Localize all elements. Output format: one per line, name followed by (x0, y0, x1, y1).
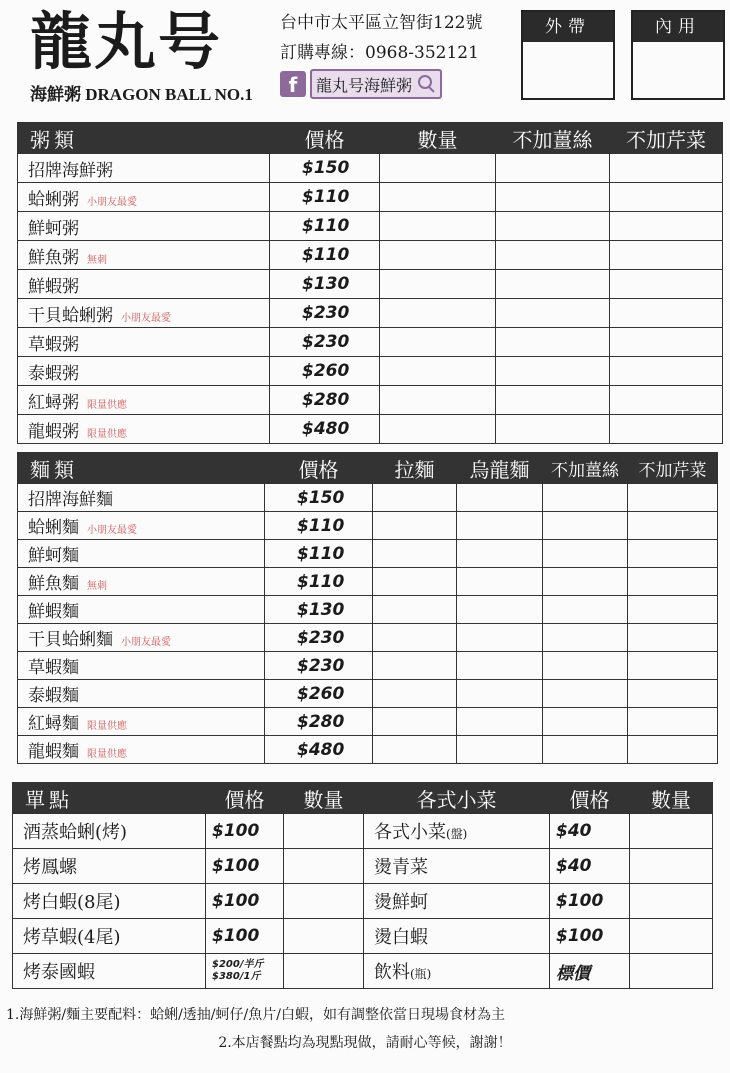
noodle-item-name: 鮮魚麵 (28, 574, 79, 594)
noodle-fill-cell[interactable] (457, 708, 543, 736)
congee-row (18, 357, 723, 386)
congee-fill-cell[interactable] (610, 270, 723, 299)
congee-item-cell (18, 212, 270, 241)
noodle-item-cell (18, 540, 265, 568)
noodle-table (17, 452, 718, 764)
side-dish-name: 燙鮮蚵 (374, 892, 428, 913)
noodle-row (18, 624, 718, 652)
noodle-fill-cell[interactable] (457, 484, 543, 512)
order-phone: 訂購專線：0968-352121 (280, 43, 479, 63)
noodle-item-cell (18, 736, 265, 764)
congee-fill-cell[interactable] (610, 183, 723, 212)
congee-fill-cell[interactable] (496, 415, 610, 444)
noodle-item-price: $150 (265, 484, 373, 512)
congee-row (18, 415, 723, 444)
dish-item-price (206, 954, 284, 989)
dish-item-name: 烤白蝦(8尾) (13, 884, 206, 919)
takeout-checkbox[interactable] (521, 10, 615, 100)
congee-row (18, 241, 723, 270)
congee-item-cell (18, 328, 270, 357)
congee-item-cell (18, 270, 270, 299)
noodle-fill-cell[interactable] (543, 484, 628, 512)
congee-item-price: $480 (270, 415, 380, 444)
search-icon (418, 75, 436, 93)
side-dish-cell (364, 919, 550, 954)
dinein-label: 內用 (633, 12, 723, 42)
side-dish-unit: (瓶) (410, 967, 432, 981)
congee-fill-cell[interactable] (610, 154, 723, 183)
noodle-item-note: 限量供應 (87, 721, 127, 732)
congee-fill-cell[interactable] (610, 299, 723, 328)
congee-fill-cell[interactable] (380, 270, 496, 299)
noodle-header-category: 麵類 (18, 453, 265, 484)
congee-item-note: 小朋友最愛 (121, 312, 171, 324)
noodle-row (18, 652, 718, 680)
noodle-fill-cell[interactable] (457, 512, 543, 540)
congee-row (18, 154, 723, 183)
dish-quantity-cell[interactable] (284, 849, 364, 884)
congee-fill-cell[interactable] (496, 299, 610, 328)
noodle-fill-cell[interactable] (628, 680, 718, 708)
dish-quantity-cell[interactable] (284, 814, 364, 849)
dish-quantity-cell[interactable] (284, 919, 364, 954)
congee-fill-cell[interactable] (380, 328, 496, 357)
dish-item-name: 烤泰國蝦 (13, 954, 206, 989)
congee-item-note: 限量供應 (87, 428, 127, 440)
noodle-item-price: $110 (265, 540, 373, 568)
noodle-item-cell (18, 652, 265, 680)
noodle-item-cell (18, 708, 265, 736)
congee-fill-cell[interactable] (496, 241, 610, 270)
noodle-row (18, 736, 718, 764)
side-dish-price: 標價 (550, 954, 630, 989)
dishes-table (12, 782, 713, 989)
dish-quantity-cell[interactable] (284, 884, 364, 919)
congee-fill-cell[interactable] (380, 241, 496, 270)
noodle-fill-cell[interactable] (373, 596, 457, 624)
noodle-fill-cell[interactable] (373, 624, 457, 652)
noodle-fill-cell[interactable] (543, 652, 628, 680)
noodle-fill-cell[interactable] (373, 652, 457, 680)
noodle-item-name: 草蝦麵 (28, 658, 79, 678)
noodle-item-price: $480 (265, 736, 373, 764)
congee-item-cell (18, 386, 270, 415)
noodle-item-price: $230 (265, 624, 373, 652)
noodle-fill-cell[interactable] (457, 596, 543, 624)
dish-quantity-cell[interactable] (284, 954, 364, 989)
congee-header-category: 粥類 (18, 123, 270, 154)
noodle-fill-cell[interactable] (543, 736, 628, 764)
noodle-row (18, 540, 718, 568)
side-dish-cell (364, 814, 550, 849)
congee-row (18, 183, 723, 212)
dishes-header-price: 價格 (206, 783, 284, 814)
congee-item-cell (18, 357, 270, 386)
congee-header-no-ginger: 不加薑絲 (496, 123, 610, 154)
noodle-fill-cell[interactable] (457, 652, 543, 680)
congee-fill-cell[interactable] (496, 183, 610, 212)
noodle-item-note: 限量供應 (87, 749, 127, 760)
dishes-header-price-2: 價格 (550, 783, 630, 814)
dish-item-price: $100 (206, 919, 284, 954)
congee-fill-cell[interactable] (380, 299, 496, 328)
noodle-fill-cell[interactable] (457, 736, 543, 764)
congee-fill-cell[interactable] (610, 357, 723, 386)
noodle-item-name: 干貝蛤蜊麵 (28, 630, 113, 650)
congee-fill-cell[interactable] (496, 212, 610, 241)
footer-note-cooking: 2.本店餐點均為現點現做，請耐心等候，謝謝！ (218, 1035, 512, 1051)
noodle-fill-cell[interactable] (373, 568, 457, 596)
dishes-row (13, 849, 713, 884)
noodle-fill-cell[interactable] (628, 736, 718, 764)
noodle-item-name: 招牌海鮮麵 (28, 490, 113, 510)
congee-item-price: $150 (270, 154, 380, 183)
noodle-item-note: 小朋友最愛 (121, 637, 171, 648)
noodle-fill-cell[interactable] (543, 512, 628, 540)
congee-item-name: 干貝蛤蜊粥 (28, 305, 113, 326)
noodle-item-name: 紅蟳麵 (28, 714, 79, 734)
noodle-fill-cell[interactable] (373, 484, 457, 512)
dishes-row (13, 954, 713, 989)
noodle-item-cell (18, 484, 265, 512)
noodle-header-ramen: 拉麵 (373, 453, 457, 484)
congee-header-quantity: 數量 (380, 123, 496, 154)
noodle-row (18, 708, 718, 736)
noodle-item-cell (18, 596, 265, 624)
dish-item-name: 烤鳳螺 (13, 849, 206, 884)
dish-item-price: $100 (206, 814, 284, 849)
noodle-fill-cell[interactable] (543, 540, 628, 568)
noodle-item-name: 鮮蝦麵 (28, 602, 79, 622)
noodle-fill-cell[interactable] (543, 708, 628, 736)
noodle-fill-cell[interactable] (628, 568, 718, 596)
noodle-row (18, 484, 718, 512)
noodle-item-note: 小朋友最愛 (87, 525, 137, 536)
noodle-item-price: $130 (265, 596, 373, 624)
congee-item-cell (18, 299, 270, 328)
noodle-item-price: $260 (265, 680, 373, 708)
facebook-page-name: 龍丸号海鮮粥 (316, 75, 413, 95)
side-dish-quantity-cell[interactable] (630, 849, 713, 884)
side-dish-cell (364, 954, 550, 989)
congee-fill-cell[interactable] (496, 357, 610, 386)
noodle-header-no-ginger: 不加薑絲 (543, 453, 628, 484)
restaurant-subtitle: 海鮮粥 DRAGON BALL NO.1 (30, 85, 253, 104)
side-dish-price: $100 (550, 919, 630, 954)
noodle-item-name: 鮮蚵麵 (28, 546, 79, 566)
noodle-fill-cell[interactable] (457, 680, 543, 708)
noodle-item-price: $280 (265, 708, 373, 736)
dishes-row (13, 884, 713, 919)
side-dish-name: 燙青菜 (374, 857, 428, 878)
noodle-fill-cell[interactable] (628, 652, 718, 680)
congee-item-price: $260 (270, 357, 380, 386)
noodle-fill-cell[interactable] (373, 512, 457, 540)
side-dish-price: $40 (550, 814, 630, 849)
noodle-item-price: $230 (265, 652, 373, 680)
side-dish-quantity-cell[interactable] (630, 954, 713, 989)
noodle-fill-cell[interactable] (543, 568, 628, 596)
dishes-row (13, 814, 713, 849)
takeout-label: 外帶 (523, 12, 613, 42)
dish-item-name: 酒蒸蛤蜊(烤) (13, 814, 206, 849)
congee-row (18, 386, 723, 415)
congee-item-name: 蛤蜊粥 (28, 189, 79, 210)
noodle-fill-cell[interactable] (373, 540, 457, 568)
side-dish-quantity-cell[interactable] (630, 919, 713, 954)
noodle-fill-cell[interactable] (628, 512, 718, 540)
side-dish-name: 飲料 (374, 962, 410, 983)
side-dish-unit: (盤) (446, 827, 468, 841)
noodle-item-cell (18, 624, 265, 652)
congee-row (18, 270, 723, 299)
congee-header-no-celery: 不加芹菜 (610, 123, 723, 154)
side-dish-name: 燙白蝦 (374, 927, 428, 948)
congee-item-name: 鮮魚粥 (28, 247, 79, 268)
congee-fill-cell[interactable] (496, 386, 610, 415)
noodle-fill-cell[interactable] (628, 596, 718, 624)
congee-item-note: 限量供應 (87, 399, 127, 411)
side-dish-quantity-cell[interactable] (630, 884, 713, 919)
congee-item-note: 無刺 (87, 254, 107, 266)
dishes-row (13, 919, 713, 954)
congee-item-cell (18, 241, 270, 270)
dish-item-price: $100 (206, 849, 284, 884)
facebook-badge (280, 70, 442, 98)
noodle-row (18, 680, 718, 708)
congee-item-name: 紅蟳粥 (28, 392, 79, 413)
noodle-fill-cell[interactable] (543, 680, 628, 708)
noodle-fill-cell[interactable] (457, 624, 543, 652)
congee-fill-cell[interactable] (496, 270, 610, 299)
congee-item-name: 泰蝦粥 (28, 363, 79, 384)
noodle-fill-cell[interactable] (373, 680, 457, 708)
dishes-header-quantity-2: 數量 (630, 783, 713, 814)
congee-header-price: 價格 (270, 123, 380, 154)
noodle-item-price: $110 (265, 512, 373, 540)
dish-item-name: 烤草蝦(4尾) (13, 919, 206, 954)
side-dish-price: $40 (550, 849, 630, 884)
congee-fill-cell[interactable] (610, 386, 723, 415)
logo-text: 龍丸号 (30, 5, 223, 78)
congee-fill-cell[interactable] (380, 154, 496, 183)
congee-item-name: 草蝦粥 (28, 334, 79, 355)
dishes-header-quantity: 數量 (284, 783, 364, 814)
logo (30, 6, 275, 78)
side-dish-cell (364, 849, 550, 884)
congee-fill-cell[interactable] (496, 154, 610, 183)
congee-fill-cell[interactable] (610, 328, 723, 357)
side-dish-cell (364, 884, 550, 919)
noodle-fill-cell[interactable] (628, 540, 718, 568)
side-dish-price: $100 (550, 884, 630, 919)
noodle-fill-cell[interactable] (628, 708, 718, 736)
congee-item-price: $230 (270, 299, 380, 328)
congee-fill-cell[interactable] (380, 212, 496, 241)
footer-note-ingredients: 1.海鮮粥/麵主要配料：蛤蜊/透抽/蚵仔/魚片/白蝦，如有調整依當日現場食材為主 (6, 1007, 505, 1023)
side-dish-name: 各式小菜 (374, 822, 446, 843)
noodle-item-name: 泰蝦麵 (28, 686, 79, 706)
congee-item-name: 招牌海鮮粥 (28, 160, 113, 181)
congee-item-price: $110 (270, 241, 380, 270)
congee-item-price: $110 (270, 212, 380, 241)
congee-row (18, 328, 723, 357)
noodle-item-cell (18, 512, 265, 540)
congee-item-price: $130 (270, 270, 380, 299)
congee-fill-cell[interactable] (380, 183, 496, 212)
noodle-item-cell (18, 568, 265, 596)
congee-item-name: 鮮蚵粥 (28, 218, 79, 239)
noodle-row (18, 596, 718, 624)
congee-item-price: $230 (270, 328, 380, 357)
congee-fill-cell[interactable] (610, 241, 723, 270)
noodle-fill-cell[interactable] (457, 568, 543, 596)
dinein-checkbox[interactable] (631, 10, 725, 100)
dishes-header-single: 單點 (13, 783, 206, 814)
congee-fill-cell[interactable] (380, 357, 496, 386)
noodle-fill-cell[interactable] (543, 596, 628, 624)
noodle-fill-cell[interactable] (373, 708, 457, 736)
congee-item-price: $110 (270, 183, 380, 212)
congee-item-note: 小朋友最愛 (87, 196, 137, 208)
congee-item-cell (18, 183, 270, 212)
dish-item-price: $100 (206, 884, 284, 919)
congee-fill-cell[interactable] (610, 212, 723, 241)
noodle-fill-cell[interactable] (628, 624, 718, 652)
noodle-item-name: 龍蝦麵 (28, 742, 79, 762)
side-dish-quantity-cell[interactable] (630, 814, 713, 849)
congee-fill-cell[interactable] (380, 386, 496, 415)
noodle-item-price: $110 (265, 568, 373, 596)
dish-price-half-catty: $200/半斤 (212, 959, 264, 970)
noodle-fill-cell[interactable] (628, 484, 718, 512)
congee-fill-cell[interactable] (610, 415, 723, 444)
noodle-header-price: 價格 (265, 453, 373, 484)
congee-table (17, 122, 723, 444)
facebook-search-box (310, 69, 442, 99)
noodle-row (18, 568, 718, 596)
noodle-item-name: 蛤蜊麵 (28, 518, 79, 538)
congee-item-name: 鮮蝦粥 (28, 276, 79, 297)
congee-item-name: 龍蝦粥 (28, 421, 79, 442)
congee-row (18, 299, 723, 328)
noodle-item-cell (18, 680, 265, 708)
noodle-fill-cell[interactable] (543, 624, 628, 652)
congee-fill-cell[interactable] (496, 328, 610, 357)
dishes-header-side-dishes: 各式小菜 (364, 783, 550, 814)
noodle-header-udon: 烏龍麵 (457, 453, 543, 484)
noodle-item-note: 無刺 (87, 581, 107, 592)
congee-fill-cell[interactable] (380, 415, 496, 444)
noodle-fill-cell[interactable] (457, 540, 543, 568)
congee-row (18, 212, 723, 241)
congee-item-price: $280 (270, 386, 380, 415)
congee-item-cell (18, 415, 270, 444)
noodle-fill-cell[interactable] (373, 736, 457, 764)
noodle-header-no-celery: 不加芹菜 (628, 453, 718, 484)
dish-price-catty: $380/1斤 (212, 971, 261, 982)
address: 台中市太平區立智街122號 (280, 13, 483, 33)
congee-item-cell (18, 154, 270, 183)
facebook-icon: f (280, 71, 306, 97)
noodle-row (18, 512, 718, 540)
